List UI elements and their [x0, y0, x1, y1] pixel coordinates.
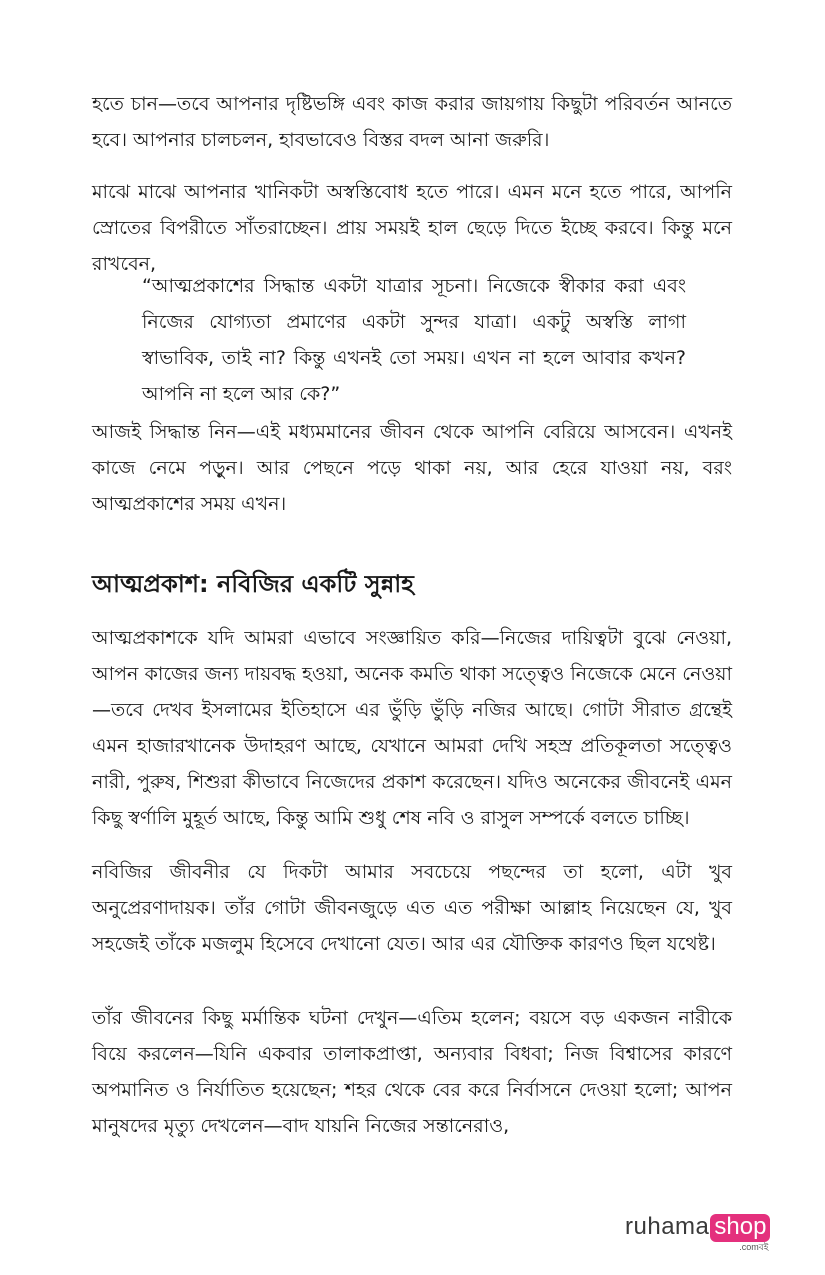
logo-text-suffix: .comবই	[739, 1242, 769, 1252]
paragraph-5: নবিজির জীবনীর যে দিকটা আমার সবচেয়ে পছন্দের তা হলো, এটা খুব অনুপ্রেরণাদায়ক। তাঁর গোটা জীবনজুড়ে এত এত পরীক্ষা আল্লাহ নিয়েছেন যে, খুব সহজেই তাঁকে মজলুম হিসেবে দেখানো যেত। আর এর যৌক্তিক কারণও ছিল যথেষ্ট।	[92, 861, 732, 955]
paragraph-6: তাঁর জীবনের কিছু মর্মান্তিক ঘটনা দেখুন—এতিম হলেন; বয়সে বড় একজন নারীকে বিয়ে করলেন—যিনি একবার তালাকপ্রাপ্তা, অন্যবার বিধবা; নিজ বিশ্বাসের কারণে অপমানিত ও নির্যাতিত হয়েছেন; শহর থেকে বের করে নির্বাসনে দেওয়া হলো; আপন মানুষদের মৃত্যু দেখলেন—বাদ যায়নি নিজের সন্তানেরাও,	[92, 1007, 732, 1137]
ruhamashop-logo	[625, 1212, 770, 1252]
logo-text-shop: shop	[710, 1214, 770, 1242]
paragraph-2: মাঝে মাঝে আপনার খানিকটা অস্বস্তিবোধ হতে পারে। এমন মনে হতে পারে, আপনি স্রোতের বিপরীতে সাঁতরাচ্ছেন। প্রায় সময়ই হাল ছেড়ে দিতে ইচ্ছে করবে। কিন্তু মনে রাখবেন,	[92, 181, 732, 275]
paragraph-4: আত্মপ্রকাশকে যদি আমরা এভাবে সংজ্ঞায়িত করি—নিজের দায়িত্বটা বুঝে নেওয়া, আপন কাজের জন্য দায়বদ্ধ হওয়া, অনেক কমতি থাকা সত্ত্বেও নিজেকে মেনে নেওয়া—তবে দেখব ইসলামের ইতিহাসে এর ভুঁড়ি ভুঁড়ি নজির আছে। গোটা সীরাত গ্রন্থেই এমন হাজারখানেক উদাহরণ আছে, যেখানে আমরা দেখি সহস্র প্রতিকূলতা সত্ত্বেও নারী, পুরুষ, শিশুরা কীভাবে নিজেদের প্রকাশ করেছেন। যদিও অনেকের জীবনেই এমন কিছু স্বর্ণালি মুহূর্ত আছে, কিন্তু আমি শুধু শেষ নবি ও রাসুল সম্পর্কে বলতে চাচ্ছি।	[92, 627, 732, 829]
logo-text-ruhama: ruhama	[625, 1213, 710, 1240]
section-heading: আত্মপ্রকাশ: নবিজির একটি সুন্নাহ	[92, 570, 414, 598]
block-quote: “আত্মপ্রকাশের সিদ্ধান্ত একটা যাত্রার সূচনা। নিজেকে স্বীকার করা এবং নিজের যোগ্যতা প্রমাণের একটা সুন্দর যাত্রা। একটু অস্বস্তি লাগা স্বাভাবিক, তাই না? কিন্তু এখনই তো সময়। এখন না হলে আবার কখন? আপনি না হলে আর কে?”	[142, 275, 686, 405]
paragraph-3: আজই সিদ্ধান্ত নিন—এই মধ্যমমানের জীবন থেকে আপনি বেরিয়ে আসবেন। এখনই কাজে নেমে পড়ুন। আর পেছনে পড়ে থাকা নয়, আর হেরে যাওয়া নয়, বরং আত্মপ্রকাশের সময় এখন।	[92, 421, 732, 515]
paragraph-1: হতে চান—তবে আপনার দৃষ্টিভঙ্গি এবং কাজ করার জায়গায় কিছুটা পরিবর্তন আনতে হবে। আপনার চালচলন, হাবভাবেও বিস্তর বদল আনা জরুরি।	[92, 93, 732, 151]
